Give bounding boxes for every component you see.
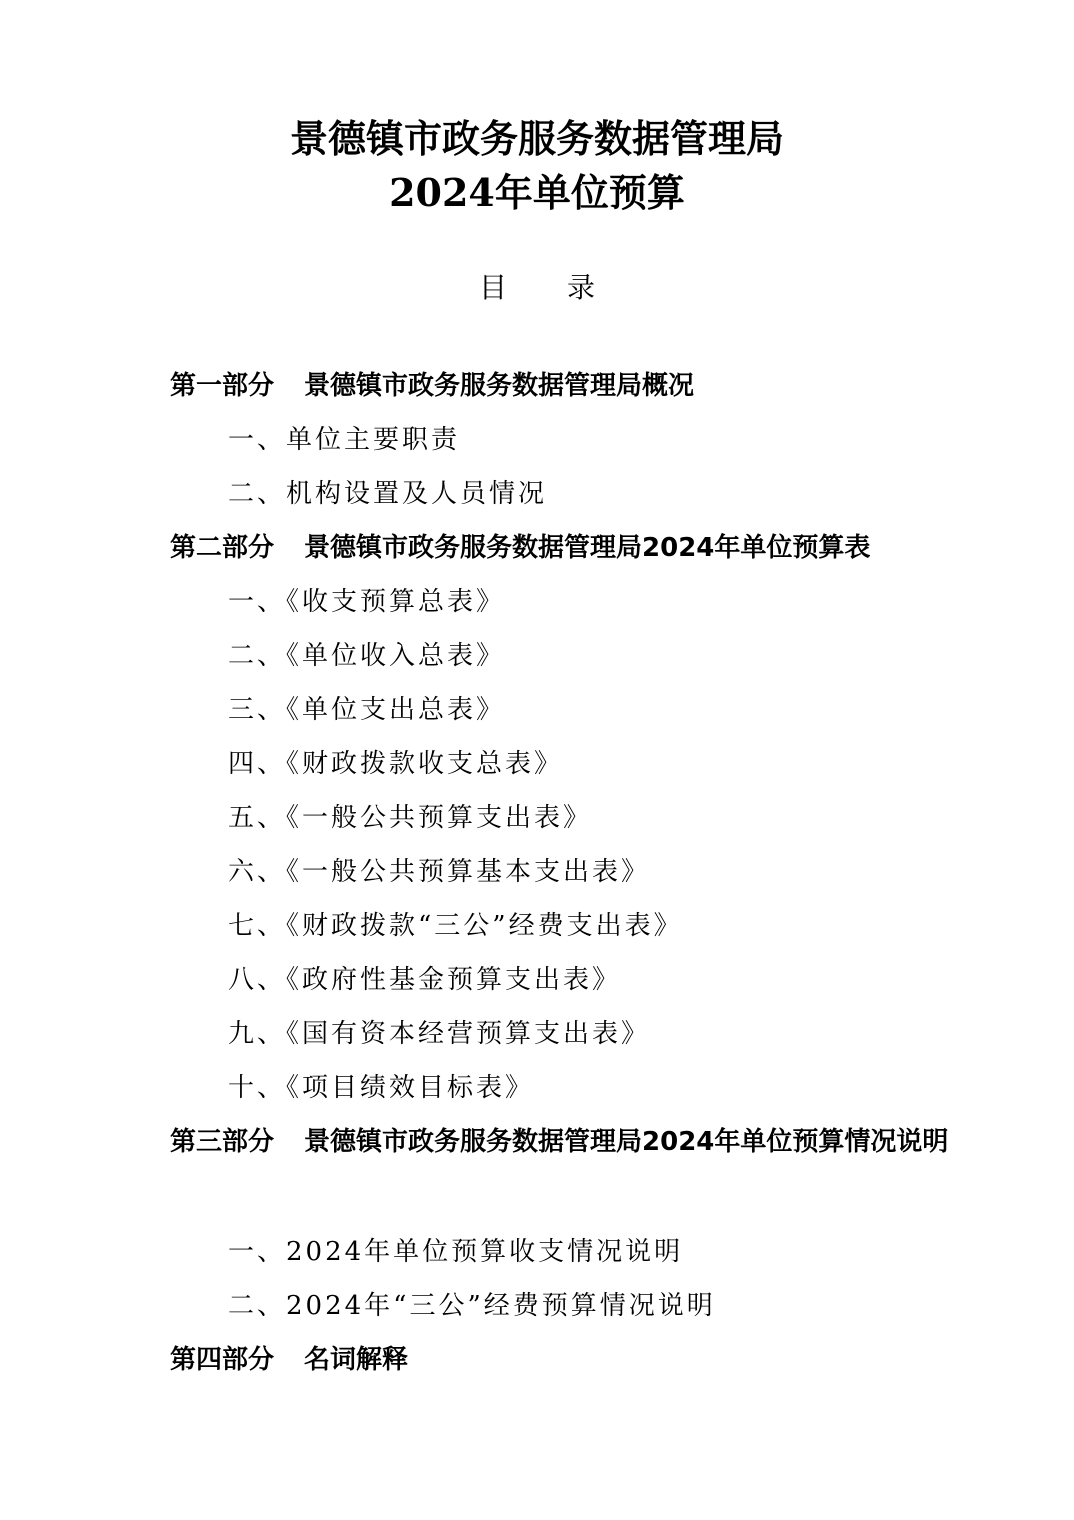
toc-part-title: 景德镇市政务服务数据管理局概况 <box>304 371 695 401</box>
toc-item[interactable]: 九、《国有资本经营预算支出表》 <box>228 1019 651 1049</box>
toc-item[interactable]: 七、《财政拨款“三公”经费支出表》 <box>228 911 683 941</box>
toc-item[interactable]: 十、《项目绩效目标表》 <box>228 1073 535 1103</box>
toc-part-title: 景德镇市政务服务数据管理局2024年单位预算表 <box>304 533 871 563</box>
toc-part-1[interactable] <box>170 368 694 404</box>
document-title: 景德镇市政务服务数据管理局 <box>289 116 784 161</box>
toc-part-3[interactable] <box>112 1115 982 1169</box>
toc-item[interactable]: 五、《一般公共预算支出表》 <box>228 803 593 833</box>
toc-part-label: 第三部分 <box>170 1127 275 1157</box>
toc-heading: 目录 <box>478 271 655 304</box>
toc-item[interactable]: 一、单位主要职责 <box>228 425 461 455</box>
toc-item[interactable]: 二、《单位收入总表》 <box>228 641 506 671</box>
toc-part-label: 第一部分 <box>170 371 275 401</box>
toc-part-4[interactable] <box>170 1342 408 1378</box>
toc-part-2[interactable] <box>170 530 870 566</box>
toc-item[interactable]: 一、《收支预算总表》 <box>228 587 506 617</box>
toc-item[interactable]: 八、《政府性基金预算支出表》 <box>228 965 622 995</box>
toc-part-label: 第四部分 <box>170 1345 275 1375</box>
toc-part-title: 名词解释 <box>304 1345 409 1375</box>
toc-item[interactable]: 一、2024年单位预算收支情况说明 <box>228 1237 684 1267</box>
toc-part-label: 第二部分 <box>170 533 275 563</box>
toc-part-title: 景德镇市政务服务数据管理局2024年单位预算情况说明 <box>304 1127 949 1157</box>
toc-item[interactable]: 二、2024年“三公”经费预算情况说明 <box>228 1291 716 1321</box>
document-subtitle: 2024年单位预算 <box>389 170 685 215</box>
toc-item[interactable]: 六、《一般公共预算基本支出表》 <box>228 857 651 887</box>
toc-item[interactable]: 二、机构设置及人员情况 <box>228 479 548 509</box>
toc-item[interactable]: 四、《财政拨款收支总表》 <box>228 749 564 779</box>
toc-item[interactable]: 三、《单位支出总表》 <box>228 695 506 725</box>
